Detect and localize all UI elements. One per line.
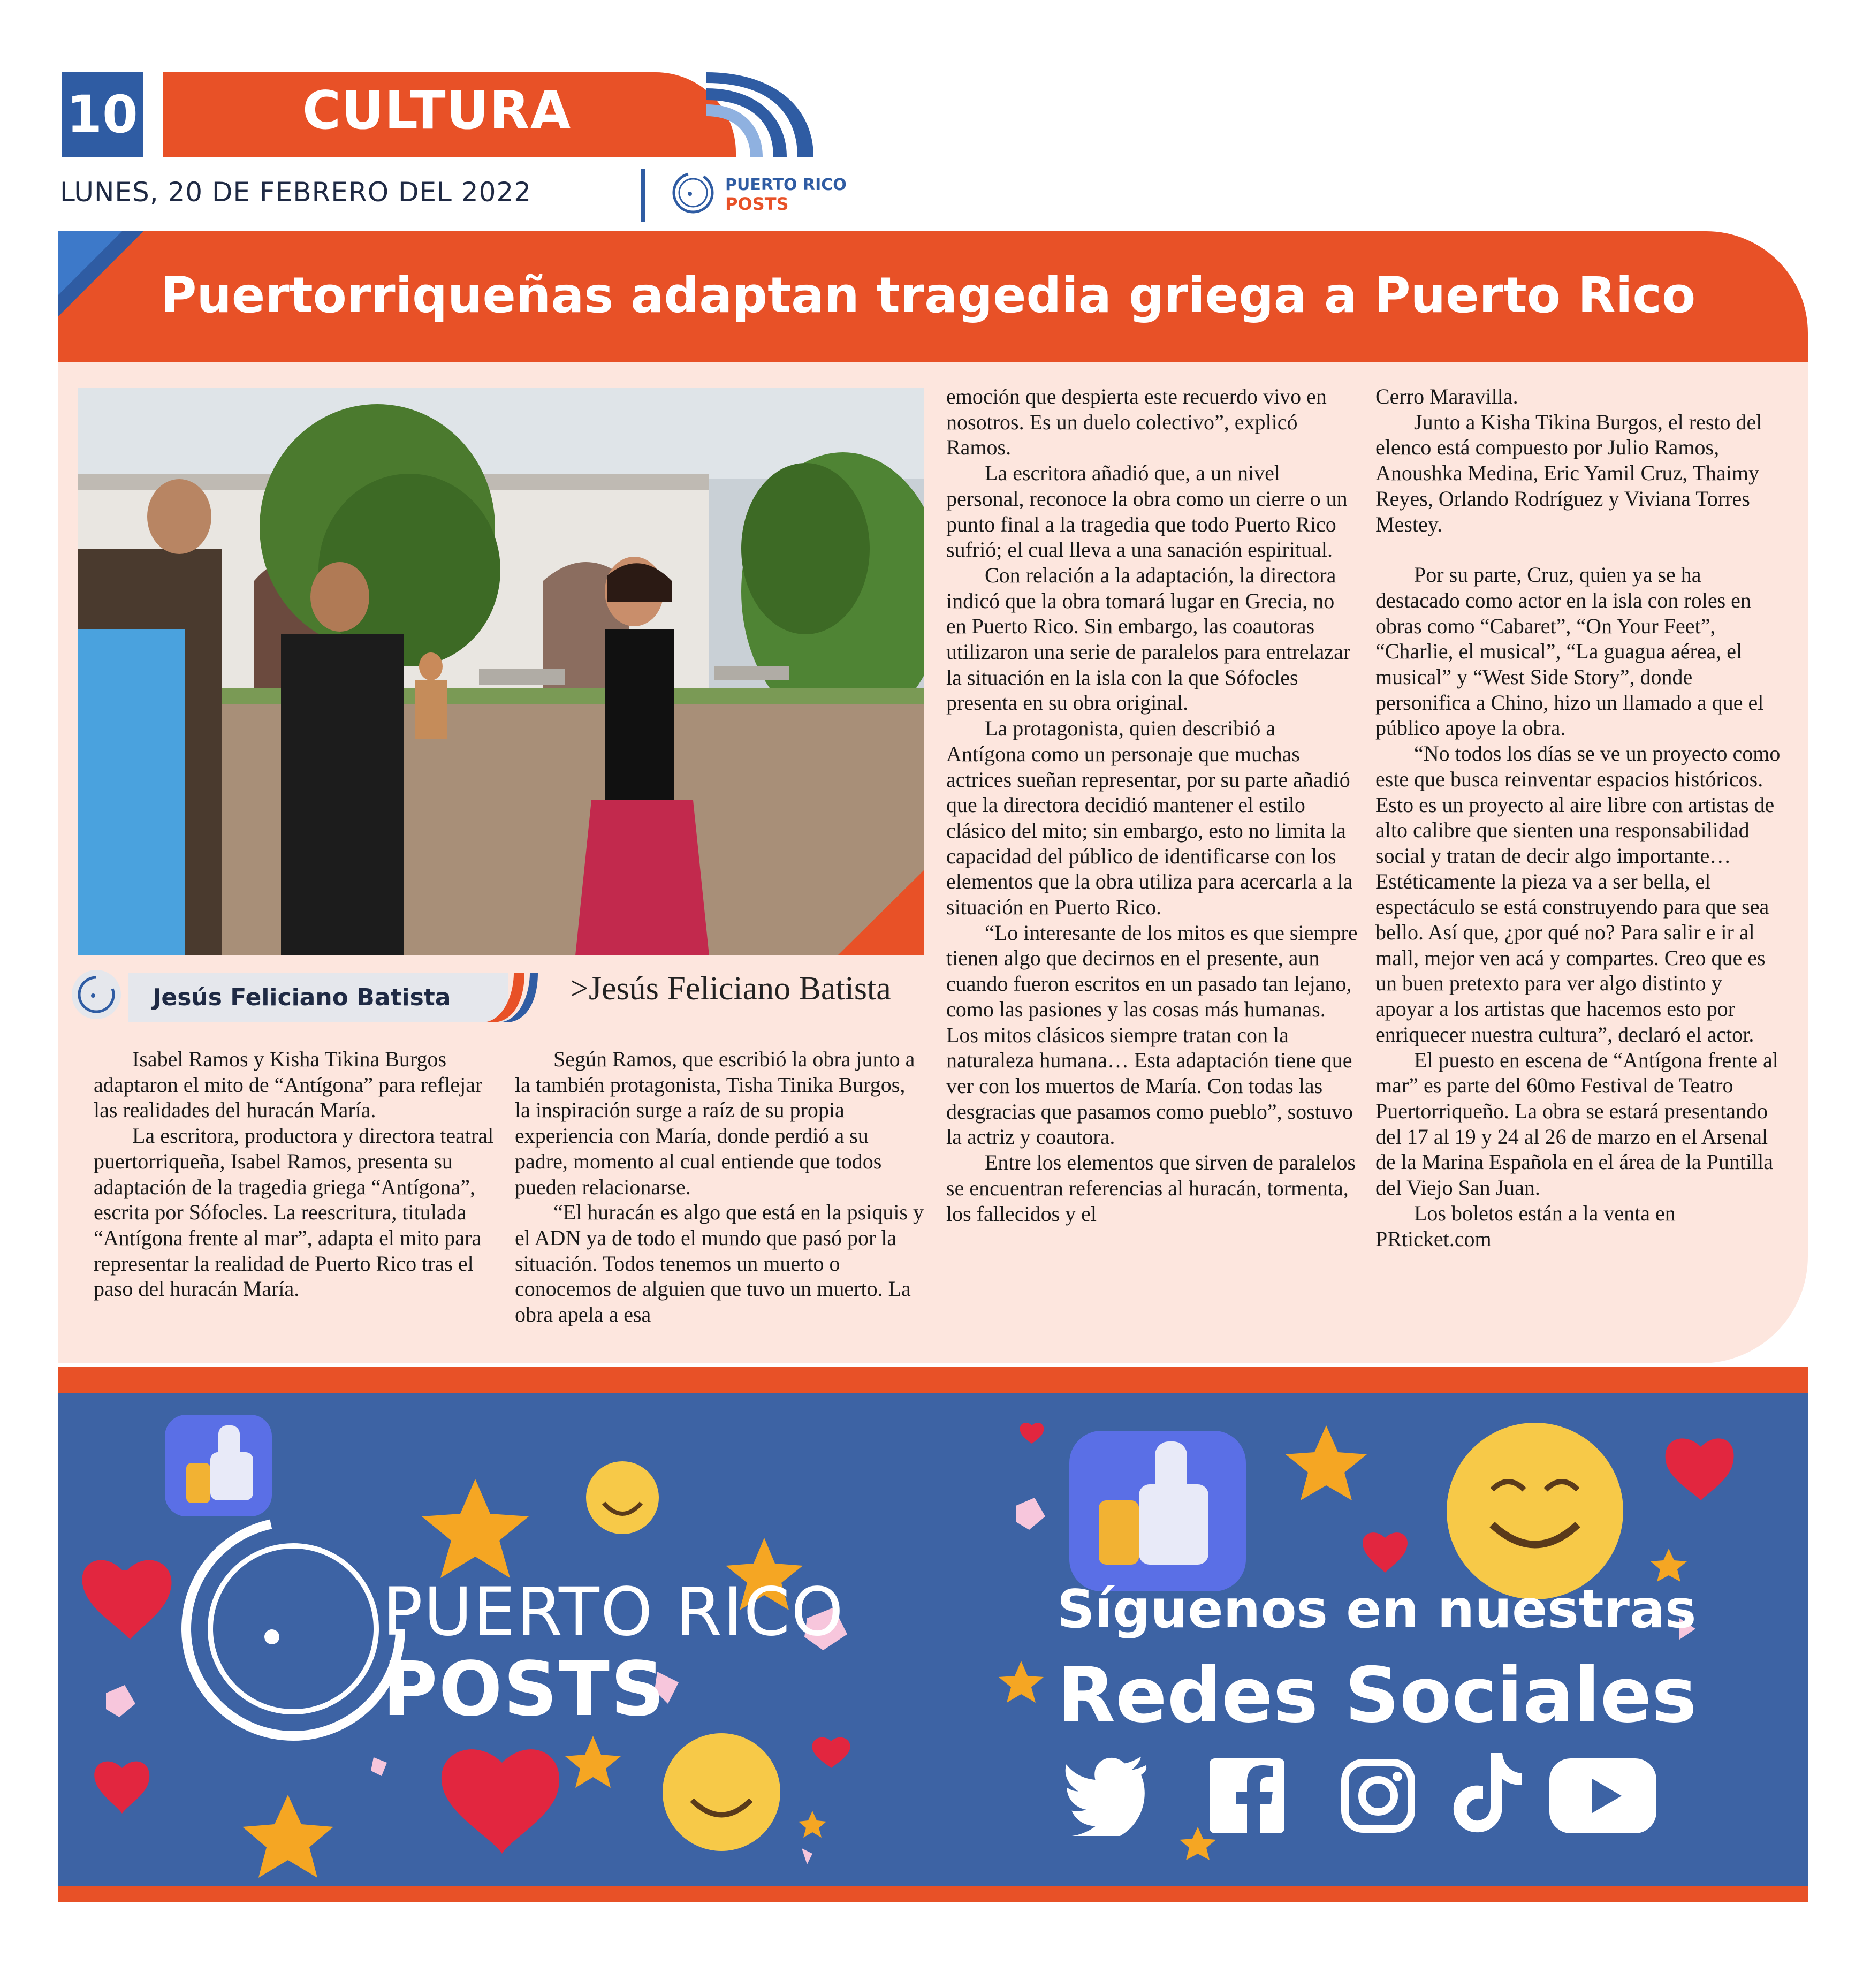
paragraph: Con relación a la adaptación, la directora indicó que la obra tomará lugar en Grecia, no en Puerto Rico. Sin embargo, las coautoras utilizaron una serie de paralelos para entrelazar la situación en la isla con la que Sófocles presenta en su obra original. (946, 563, 1351, 715)
header-divider (641, 169, 645, 222)
credit-pill-swoosh (482, 973, 541, 1022)
promo-top-bar (58, 1367, 1808, 1393)
paragraph: La escritora, productora y directora teatral puertorriqueña, Isabel Ramos, presenta su adaptación de la tragedia griega “Antígona”, escrita por Sófocles. La reescritura, titulada “Antígona frente al mar”, adapta el mito para representar la realidad de Puerto Rico tras el paso del huracán María. (94, 1124, 494, 1301)
page-number: 10 (62, 72, 143, 157)
promo-brand-line2: POSTS (383, 1646, 666, 1733)
paragraph: Entre los elementos que sirven de paralelos se encuentran referencias al huracán, tormenta, los fallecidos y el (946, 1150, 1356, 1226)
paragraph: “El huracán es algo que está en la psiquis y el ADN ya de todo el mundo que pasó por la situación. Todos tenemos un muerto o conocemos de alguien que tuvo un muerto. La obra apela a esa (515, 1200, 924, 1327)
paragraph: Junto a Kisha Tikina Burgos, el resto del elenco está compuesto por Julio Ramos, Anoushka Medina, Eric Yamil Cruz, Thaimy Reyes, Orlando Rodríguez y Viviana Torres Mestey. (1375, 409, 1762, 536)
article-photo (78, 388, 924, 955)
thumbs-up-icon (165, 1415, 272, 1516)
instagram-icon[interactable] (1341, 1758, 1416, 1833)
paragraph: “Lo interesante de los mitos es que siempre tienen algo que decirnos en el presente, aun cuando fueron escritos en un pasado tan lejano, como las pasiones y las cosas más humanas. Los mitos clásicos siempre tratan con la naturaleza humana… Esta adaptación tiene que ver con los muertos de María. Con todas las desgracias que pasamos como pueblo”, sostuvo la actriz y coautora. (946, 920, 1358, 1149)
paragraph: “No todos los días se ve un proyecto como este que busca reinventar espacios históricos. Esto es un proyecto al aire libre con artistas de alto calibre que sienten una responsabilidad social y tratan de decir algo importante… Estéticamente la pieza va a ser bella, el espectáculo se está construyendo para que sea bello. Así que, ¿por qué no? Para salir e ir al mall, mejor ven acá y compartes. Creo que es un buen pretexto para ver algo distinto y apoyar a los artistas que hacemos esto por enriquecer nuestra cultura”, declaró el actor. (1375, 741, 1781, 1046)
promo-cta-line2: Redes Sociales (1057, 1651, 1697, 1740)
paragraph: emoción que despierta este recuerdo vivo en nosotros. Es un duelo colectivo”, explicó Ramos. (946, 384, 1327, 460)
promo-cta-line1: Síguenos en nuestras (1057, 1579, 1697, 1640)
section-title: CULTURA (302, 80, 572, 141)
article-column-1 (94, 1046, 500, 1302)
paragraph: Cerro Maravilla. (1375, 384, 1518, 408)
paragraph: La escritora añadió que, a un nivel personal, reconoce la obra como un cierre o un punto final a la tragedia que todo Puerto Rico sufrió; el cual lleva a una sanación espiritual. (946, 461, 1348, 562)
paragraph: El puesto en escena de “Antígona frente al mar” es parte del 60mo Festival de Teatro Puertorriqueño. La obra se estará presentando del 17 al 19 y 24 al 26 de marzo en el Arsenal de la Marina Española en el área de la Puntilla del Viejo San Juan. (1375, 1048, 1778, 1200)
paragraph: Los boletos están a la venta en PRticket.com (1375, 1201, 1676, 1251)
article-column-4 (1375, 384, 1785, 1251)
brand-logo-line1: PUERTO RICO (725, 176, 847, 194)
promo-bottom-bar (58, 1886, 1808, 1902)
paragraph: La protagonista, quien describió a Antígona como un personaje que muchas actrices sueñan representar, por su parte añadió que la directora decidió mantener el estilo clásico del mito; sin embargo, esto no limita la capacidad del público de identificarse con los elementos que la obra utiliza para acercarla a la situación en Puerto Rico. (946, 716, 1353, 920)
brand-logo-icon (666, 166, 720, 219)
brand-logo-large-icon (186, 1522, 400, 1736)
brand-logo-line2: POSTS (725, 194, 789, 214)
photo-credit-caption: >Jesús Feliciano Batista (570, 970, 891, 1007)
youtube-icon[interactable] (1549, 1758, 1656, 1833)
paragraph: Según Ramos, que escribió la obra junto a la también protagonista, Tisha Tinika Burgos, la inspiración surge a raíz de su propia experiencia con María, donde perdió a su padre, momento al cual entiende que todos pueden relacionarse. (515, 1047, 915, 1199)
issue-date: LUNES, 20 DE FEBRERO DEL 2022 (60, 177, 532, 208)
twitter-icon[interactable] (1062, 1756, 1153, 1836)
promo-brand-line1: PUERTO RICO (383, 1574, 845, 1651)
paragraph: Por su parte, Cruz, quien ya se ha destacado como actor en la isla con roles en obras como “Cabaret”, “On Your Feet”, “Charlie, el musical”, “La guagua aérea, el musical” y “West Side Story”, donde personifica a Chino, hizo un llamado a que el público apoye la obra. (1375, 563, 1764, 740)
thumbs-up-icon (1069, 1431, 1246, 1591)
facebook-icon[interactable] (1210, 1758, 1284, 1833)
photo-credit: Jesús Feliciano Batista (153, 984, 451, 1011)
paragraph: Isabel Ramos y Kisha Tikina Burgos adaptaron el mito de “Antígona” para reflejar las realidades del huracán María. (94, 1047, 483, 1122)
credit-logo-icon (70, 968, 123, 1021)
article-column-2 (515, 1046, 924, 1327)
article-column-3 (946, 384, 1358, 1226)
article-headline: Puertorriqueñas adaptan tragedia griega a Puerto Rico (161, 267, 1696, 324)
section-bar-swoosh (706, 72, 835, 158)
headline-corner-accent (58, 231, 165, 338)
tiktok-icon[interactable] (1453, 1753, 1523, 1833)
